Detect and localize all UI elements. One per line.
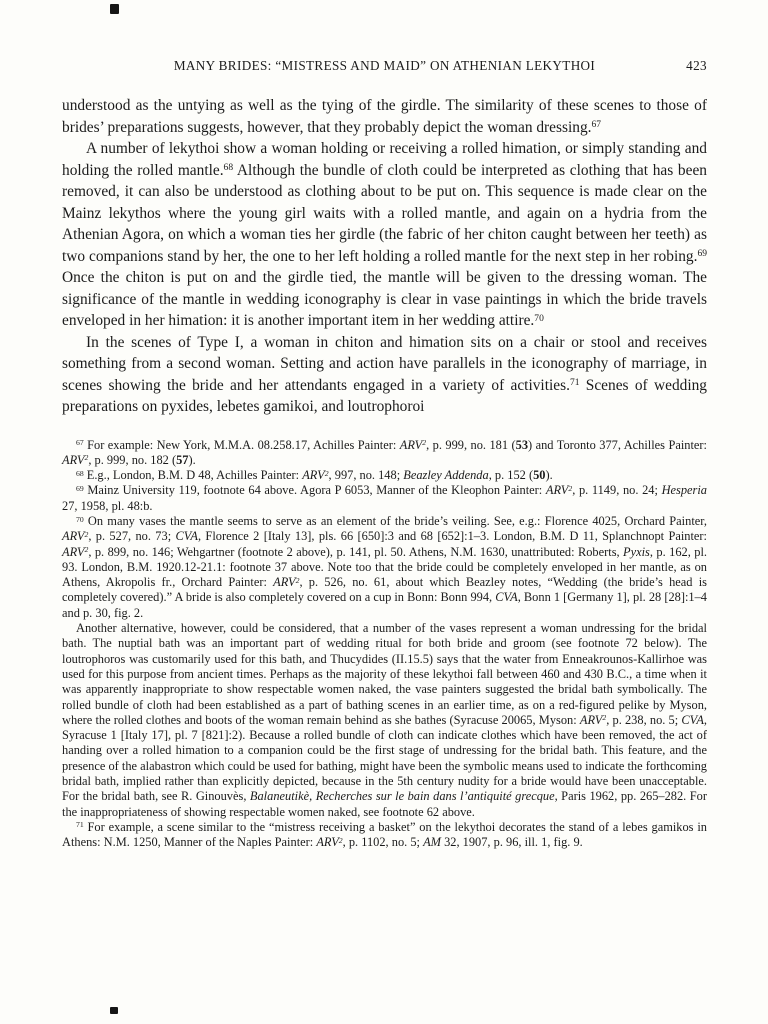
body-paragraph-1: understood as the untying as well as the tying of the girdle. The similarity of these scenes to those of brides’ preparations suggests, however, that they probably depict the woman dressing.$^{67}$ (62, 97, 707, 136)
scan-artifact-top (110, 4, 119, 14)
page-number: 423 (686, 58, 707, 73)
scan-artifact-bottom (110, 1007, 118, 1014)
footnote-67: $^{67}$ For example: New York, M.M.A. 08.258.17, Achilles Painter: ARV$^2$, p. 999, no. 181 (53) and Toronto 377, Achilles Painter: ARV$^2$, p. 999, no. 182 (57). (62, 437, 707, 467)
footnotes-section (62, 438, 707, 851)
running-head (62, 58, 707, 75)
page-title: MANY BRIDES: “MISTRESS AND MAID” ON ATHENIAN LEKYTHOI (173, 58, 596, 73)
body-paragraph-2: A number of lekythoi show a woman holding or receiving a rolled himation, or simply standing and holding the rolled mantle.$^{68}$ Although the bundle of cloth could be interpreted as clothing that has been removed, it can also be understood as clothing about to be put on. This sequence is made clear on the Mainz lekythos where the young girl waits with a rolled mantle, and again on a hydria from the Athenian Agora, on which a woman ties her girdle (the fabric of her chiton caught between her teeth) as two companions stand by her, the one to her left holding a rolled mantle for the next step in her robing.$^{69}$ Once the chiton is put on and the girdle tied, the mantle will be given to the dressing woman. The significance of the mantle in wedding iconography is clear in vase paintings in which the bride travels enveloped in her himation: it is another important item in her wedding attire.$^{70}$ (62, 140, 707, 329)
footnote-70-continued: Another alternative, however, could be considered, that a number of the vases represent a woman undressing for the bridal bath. The nuptial bath was an important part of wedding ritual for both bride and groom (see footnote 72 below). The loutrophoros was customarily used for this bath, and Thucydides (II.15.5) says that the water from Enneakrounos-Kallirhoe was used for this purpose from ancient times. Perhaps as the majority of these lekythoi fall between 460 and 430 B.C., a time when it was apparently inappropriate to show respectable women naked, the vase painters suggested the bridal bath symbolically. The rolled bundle of cloth had been established as a part of bathing scenes in an earlier time, as on a red-figured pelike by Myson, where the rolled clothes and boots of the woman remain behind as she bathes (Syracuse 20065, Myson: ARV$^2$, p. 238, no. 5; CVA, Syracuse 1 [Italy 17], pl. 7 [821]:2). Because a rolled bundle of cloth can indicate clothes which have been removed, the act of handing over a rolled himation to a companion could be the first stage of undressing for the bridal bath. This feature, and the presence of the alabastron which could be used for bathing, might have been the symbolic means used to indicate the forthcoming bridal bath, implied rather than explicitly depicted, because in the 5th century nudity for a bride would have been unacceptable. For the bridal bath, see R. Ginouvès, Balaneutikè, Recherches sur le bain dans l’antiquité grecque, Paris 1962, pp. 265–282. For the inappropriateness of showing respectable women naked, see footnote 62 above. (62, 621, 707, 819)
body-text (62, 95, 707, 418)
footnote-70: $^{70}$ On many vases the mantle seems to serve as an element of the bride’s veiling. See, e.g.: Florence 4025, Orchard Painter, ARV$^2$, p. 527, no. 73; CVA, Florence 2 [Italy 13], pls. 66 [650]:3 and 68 [652]:1–3. London, B.M. D 11, Splanchnopt Painter: ARV$^2$, p. 899, no. 146; Wehgartner (footnote 2 above), p. 141, pl. 50. Athens, N.M. 1630, unattributed: Roberts, Pyxis, p. 162, pl. 93. London, B.M. 1920.12-21.1: footnote 37 above. Note too that the bride could be completely enveloped in her mantle, as on Athens, Akropolis fr., Orchard Painter: ARV$^2$, p. 526, no. 61, about which Beazley notes, “Wedding (the bride’s head is completely covered).” A bride is also completely covered on a cup in Bonn: Bonn 994, CVA, Bonn 1 [Germany 1], pl. 28 [28]:1–4 and p. 30, fig. 2. (62, 513, 707, 620)
footnote-71: $^{71}$ For example, a scene similar to the “mistress receiving a basket” on the lekythoi decorates the stand of a lebes gamikos in Athens: N.M. 1250, Manner of the Naples Painter: ARV$^2$, p. 1102, no. 5; AM 32, 1907, p. 96, ill. 1, fig. 9. (62, 819, 707, 850)
footnote-68: $^{68}$ E.g., London, B.M. D 48, Achilles Painter: ARV$^2$, 997, no. 148; Beazley Addenda, p. 152 (50). (76, 468, 553, 483)
footnote-69: $^{69}$ Mainz University 119, footnote 64 above. Agora P 6053, Manner of the Kleophon Painter: ARV$^2$, p. 1149, no. 24; Hesperia 27, 1958, pl. 48:b. (62, 483, 707, 513)
body-paragraph-3: In the scenes of Type I, a woman in chiton and himation sits on a chair or stool and receives something from a second woman. Setting and action have parallels in the iconography of marriage, in scenes showing the bride and her attendants engaged in a variety of activities.$^{71}$ Scenes of wedding preparations on pyxides, lebetes gamikoi, and loutrophoroi (62, 333, 707, 415)
